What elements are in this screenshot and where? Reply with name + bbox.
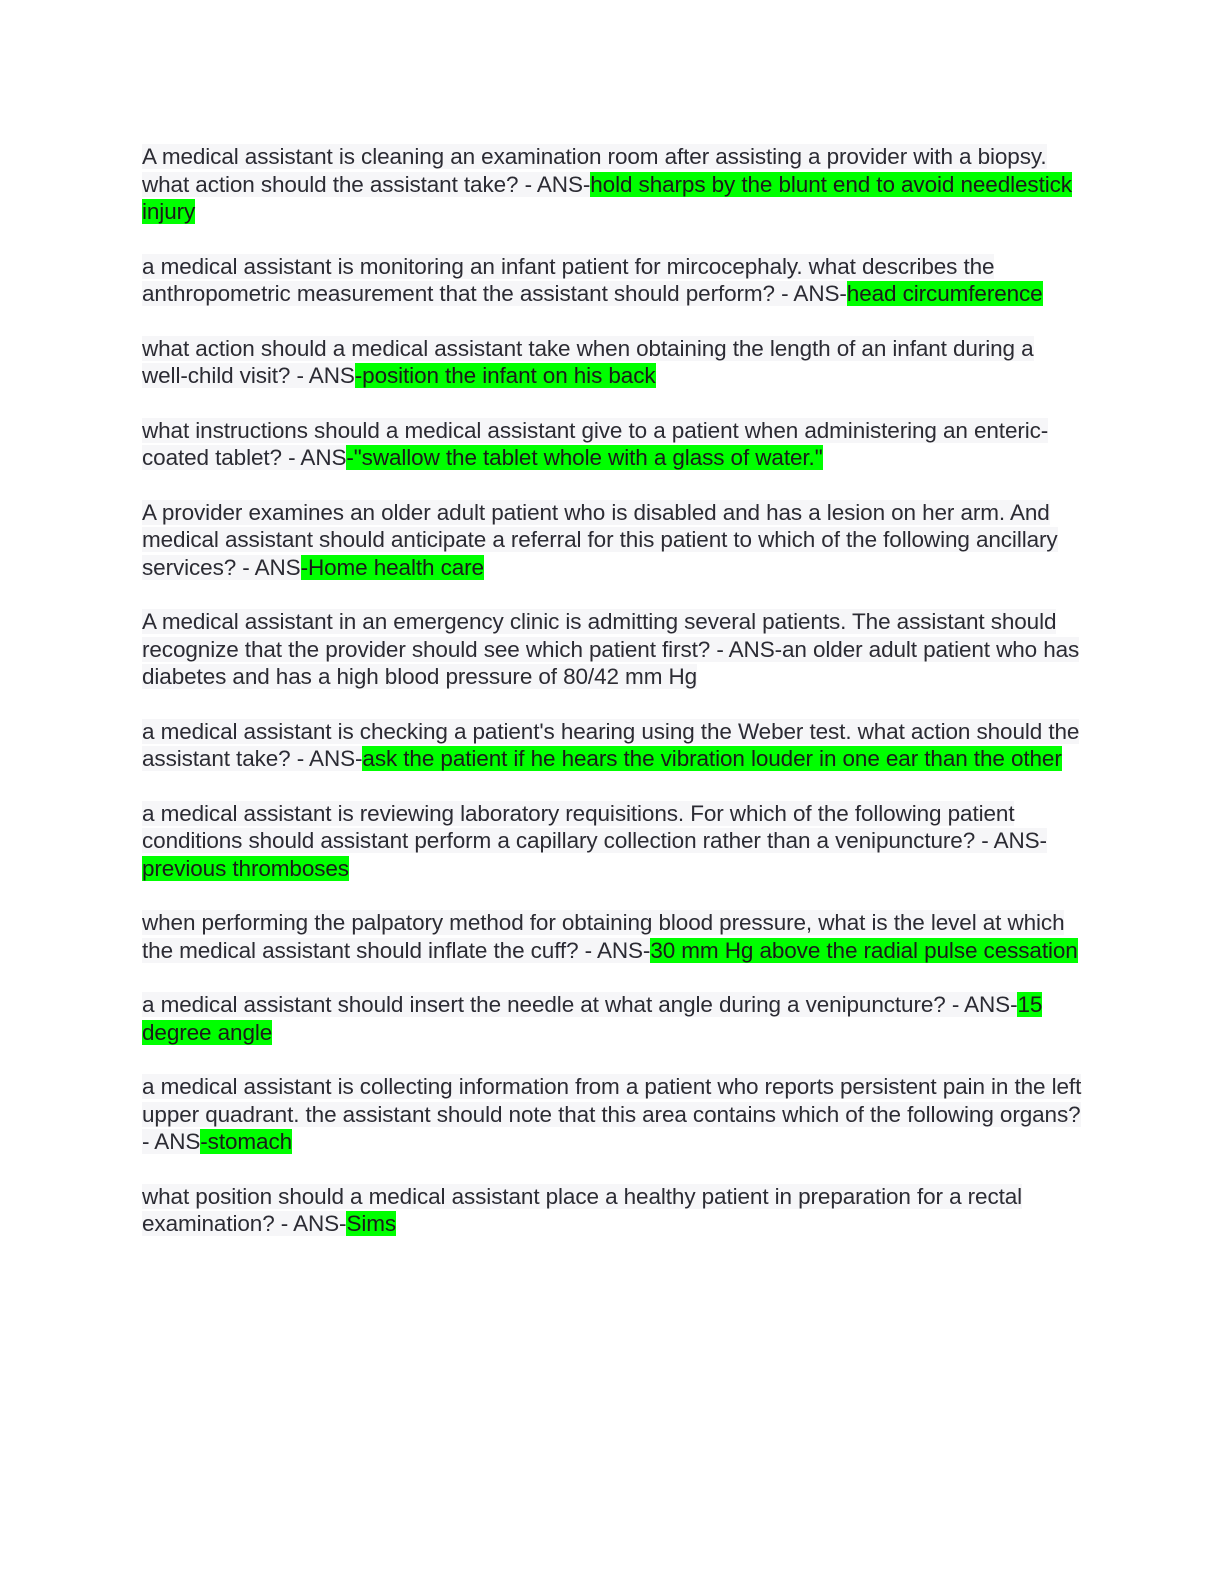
qa-item-10 xyxy=(142,991,1082,1046)
question-text: a medical assistant is reviewing laboratory requisitions. For which of the following patient conditions should assistant perform a capillary collection rather than a venipuncture? - ANS- xyxy=(142,800,1047,853)
qa-item-9 xyxy=(142,909,1082,964)
question-text: a medical assistant is monitoring an infant patient for mircocephaly. what describes the anthropometric measurement that the assistant should perform? - ANS- xyxy=(142,253,995,306)
qa-item-3 xyxy=(142,335,1082,390)
answer-highlight: -position the infant on his back xyxy=(354,363,656,388)
answer-highlight: -"swallow the tablet whole with a glass of water." xyxy=(346,445,823,470)
answer-highlight: -stomach xyxy=(200,1129,293,1154)
answer-highlight: previous thromboses xyxy=(142,855,349,881)
qa-item-1 xyxy=(142,143,1082,226)
answer-highlight: 15 degree angle xyxy=(142,992,1043,1045)
qa-item-2 xyxy=(142,253,1082,308)
qa-item-4 xyxy=(142,417,1082,472)
question-text: A medical assistant is cleaning an examination room after assisting a provider with a biopsy. what action should the assistant take? - ANS- xyxy=(142,144,1047,197)
qa-item-6 xyxy=(142,608,1082,691)
question-text: when performing the palpatory method for obtaining blood pressure, what is the level at which the medical assistant should inflate the cuff? - ANS- xyxy=(142,910,1065,963)
answer-highlight: ask the patient if he hears the vibration louder in one ear than the other xyxy=(362,746,1062,771)
answer-highlight: 30 mm Hg above the radial pulse cessation xyxy=(650,937,1078,963)
question-text: a medical assistant is collecting information from a patient who reports persistent pain in the left upper quadrant. the assistant should note that this area contains which of the following organs? - ANS xyxy=(142,1074,1082,1154)
question-text: A provider examines an older adult patient who is disabled and has a lesion on her arm. And medical assistant should anticipate a referral for this patient to which of the following ancillary services? - ANS xyxy=(142,499,1058,580)
qa-item-11 xyxy=(142,1073,1082,1156)
qa-item-8 xyxy=(142,800,1082,883)
qa-item-12 xyxy=(142,1183,1082,1238)
answer-highlight: Sims xyxy=(346,1211,397,1236)
question-text: a medical assistant is checking a patient's hearing using the Weber test. what action should the assistant take? - ANS- xyxy=(142,718,1080,771)
question-text: what position should a medical assistant place a healthy patient in preparation for a rectal examination? - ANS- xyxy=(142,1183,1023,1236)
qa-item-5 xyxy=(142,499,1082,582)
document-page xyxy=(142,143,1082,1265)
qa-item-7 xyxy=(142,718,1082,773)
question-text: a medical assistant should insert the needle at what angle during a venipuncture? - ANS- xyxy=(142,992,1018,1017)
answer-highlight: hold sharps by the blunt end to avoid needlestick injury xyxy=(142,171,1072,224)
answer-highlight: head circumference xyxy=(846,281,1043,306)
question-text: A medical assistant in an emergency clinic is admitting several patients. The assistant should recognize that the provider should see which patient first? - ANS-an older adult patient who has diabetes and has a high blood pressure of 80/42 mm Hg xyxy=(142,609,1080,689)
answer-highlight: -Home health care xyxy=(300,554,484,580)
question-text: what instructions should a medical assistant give to a patient when administering an enteric-coated tablet? - ANS xyxy=(142,417,1049,470)
question-text: what action should a medical assistant take when obtaining the length of an infant during a well-child visit? - ANS xyxy=(142,335,1034,388)
